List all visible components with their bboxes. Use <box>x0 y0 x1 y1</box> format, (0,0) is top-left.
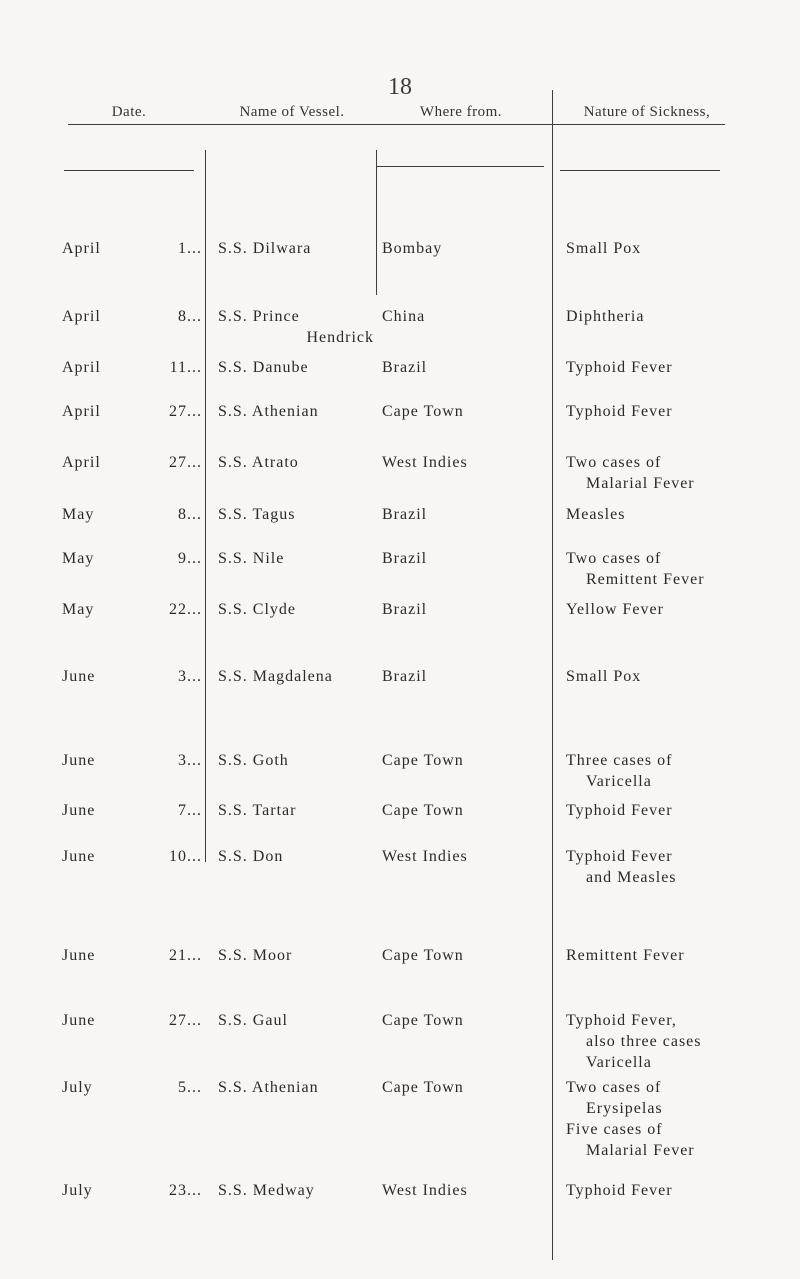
row-vessel <box>218 666 378 687</box>
row-from: Cape Town <box>382 752 464 769</box>
row-month: April <box>62 403 101 420</box>
row-vessel-line: S.S. Athenian <box>218 1079 319 1096</box>
row-vessel <box>218 800 378 821</box>
row-from: Brazil <box>382 601 428 618</box>
row-vessel-line: Hendrick <box>306 329 374 346</box>
row-vessel-line: S.S. Dilwara <box>218 240 312 257</box>
row-month: June <box>62 802 96 819</box>
row-sickness <box>566 1077 734 1161</box>
header-sickness: Nature of Sickness, <box>583 104 711 120</box>
row-day: 7... <box>178 802 202 819</box>
row-from: West Indies <box>382 1182 468 1199</box>
row-from: Brazil <box>382 668 428 685</box>
row-vessel-line: S.S. Nile <box>218 550 285 567</box>
row-sickness-line: also three cases <box>586 1033 702 1050</box>
row-day: 9... <box>178 550 202 567</box>
row-day: 21... <box>169 947 202 964</box>
row-month: July <box>62 1182 93 1199</box>
row-sickness-line: Remittent Fever <box>566 947 685 964</box>
row-day: 27... <box>169 1012 202 1029</box>
row-month: April <box>62 308 101 325</box>
row-sickness-line: Malarial Fever <box>586 475 695 492</box>
row-sickness <box>566 846 734 888</box>
row-month: June <box>62 947 96 964</box>
row-sickness-line: Remittent Fever <box>586 571 705 588</box>
row-vessel <box>218 357 378 378</box>
row-vessel-line: S.S. Gaul <box>218 1012 288 1029</box>
row-sickness-line: Small Pox <box>566 240 642 257</box>
row-from: Cape Town <box>382 1012 464 1029</box>
row-month: April <box>62 454 101 471</box>
row-vessel <box>218 945 378 966</box>
row-sickness-line: Varicella <box>586 1054 652 1071</box>
row-month: May <box>62 601 95 618</box>
row-sickness <box>566 945 734 966</box>
row-vessel-line: S.S. Danube <box>218 359 309 376</box>
row-sickness <box>566 1010 734 1073</box>
row-day: 8... <box>178 308 202 325</box>
row-sickness-line: Erysipelas <box>586 1100 663 1117</box>
row-sickness <box>566 357 734 378</box>
row-sickness <box>566 548 734 590</box>
row-sickness-line: Two cases of <box>566 1079 662 1096</box>
row-day: 11... <box>169 359 202 376</box>
row-vessel <box>218 599 378 620</box>
row-sickness <box>566 800 734 821</box>
row-vessel-line: S.S. Tagus <box>218 506 296 523</box>
row-sickness-line: Yellow Fever <box>566 601 664 618</box>
row-vessel <box>218 401 378 422</box>
row-vessel-line: S.S. Magdalena <box>218 668 333 685</box>
row-day: 1... <box>178 240 202 257</box>
row-vessel-line: S.S. Medway <box>218 1182 315 1199</box>
header-date: Date. <box>111 104 147 120</box>
row-day: 23... <box>169 1182 202 1199</box>
row-vessel <box>218 548 378 569</box>
row-day: 10... <box>169 848 202 865</box>
row-day: 27... <box>169 403 202 420</box>
row-sickness-line: Measles <box>566 506 626 523</box>
row-vessel-line: S.S. Clyde <box>218 601 297 618</box>
row-vessel <box>218 238 378 259</box>
row-sickness-line: and Measles <box>586 869 677 886</box>
row-sickness-line: Small Pox <box>566 668 642 685</box>
row-sickness-line: Typhoid Fever <box>566 359 673 376</box>
row-sickness-line: Three cases of <box>566 752 673 769</box>
row-vessel <box>218 1077 378 1098</box>
row-from: West Indies <box>382 454 468 471</box>
row-vessel <box>218 750 378 771</box>
column-rule-2 <box>376 150 377 295</box>
row-vessel-line: S.S. Athenian <box>218 403 319 420</box>
row-sickness-line: Two cases of <box>566 550 662 567</box>
row-day: 3... <box>178 752 202 769</box>
row-sickness <box>566 504 734 525</box>
row-from: West Indies <box>382 848 468 865</box>
row-from: Cape Town <box>382 947 464 964</box>
row-from: Cape Town <box>382 1079 464 1096</box>
row-from: Brazil <box>382 550 428 567</box>
row-sickness-line: Two cases of <box>566 454 662 471</box>
row-vessel-line: S.S. Goth <box>218 752 289 769</box>
row-vessel <box>218 306 378 348</box>
row-vessel <box>218 846 378 867</box>
row-month: April <box>62 240 101 257</box>
row-vessel-line: S.S. Moor <box>218 947 293 964</box>
row-from: Cape Town <box>382 802 464 819</box>
header-top-rule <box>68 124 725 125</box>
page-number: 18 <box>388 74 412 100</box>
row-from: Brazil <box>382 506 428 523</box>
row-sickness-line: Typhoid Fever <box>566 802 673 819</box>
row-vessel <box>218 504 378 525</box>
row-sickness <box>566 750 734 792</box>
row-vessel <box>218 1010 378 1031</box>
row-vessel <box>218 1180 378 1201</box>
row-from: China <box>382 308 426 325</box>
row-sickness-line: Five cases of <box>566 1121 663 1138</box>
row-month: June <box>62 752 96 769</box>
row-sickness-line: Typhoid Fever <box>566 1182 673 1199</box>
row-month: May <box>62 506 95 523</box>
header-from: Where from. <box>419 104 503 120</box>
column-rule-1 <box>205 150 206 862</box>
header-bottom-rule-from <box>376 166 544 167</box>
row-day: 22... <box>169 601 202 618</box>
row-vessel-line: S.S. Don <box>218 848 284 865</box>
row-day: 27... <box>169 454 202 471</box>
row-month: June <box>62 848 96 865</box>
row-from: Bombay <box>382 240 443 257</box>
row-sickness-line: Diphtheria <box>566 308 645 325</box>
header-bottom-rule-date <box>64 170 194 171</box>
row-vessel-line: S.S. Prince <box>218 308 300 325</box>
row-sickness <box>566 452 734 494</box>
row-sickness-line: Typhoid Fever <box>566 848 673 865</box>
row-sickness-line: Typhoid Fever, <box>566 1012 677 1029</box>
row-day: 3... <box>178 668 202 685</box>
row-month: June <box>62 668 96 685</box>
row-sickness <box>566 1180 734 1201</box>
row-sickness <box>566 599 734 620</box>
header-bottom-rule-sickness <box>560 170 720 171</box>
header-vessel: Name of Vessel. <box>239 104 345 120</box>
row-month: June <box>62 1012 96 1029</box>
row-sickness <box>566 238 734 259</box>
row-month: July <box>62 1079 93 1096</box>
row-sickness-line: Varicella <box>586 773 652 790</box>
row-sickness-line: Malarial Fever <box>586 1142 695 1159</box>
row-month: April <box>62 359 101 376</box>
row-day: 8... <box>178 506 202 523</box>
row-vessel-line: S.S. Atrato <box>218 454 299 471</box>
row-sickness <box>566 306 734 327</box>
row-sickness-line: Typhoid Fever <box>566 403 673 420</box>
row-day: 5... <box>178 1079 202 1096</box>
row-sickness <box>566 666 734 687</box>
row-vessel <box>218 452 378 473</box>
row-from: Brazil <box>382 359 428 376</box>
row-vessel-line: S.S. Tartar <box>218 802 297 819</box>
row-from: Cape Town <box>382 403 464 420</box>
row-month: May <box>62 550 95 567</box>
column-rule-3 <box>552 90 553 1260</box>
row-sickness <box>566 401 734 422</box>
